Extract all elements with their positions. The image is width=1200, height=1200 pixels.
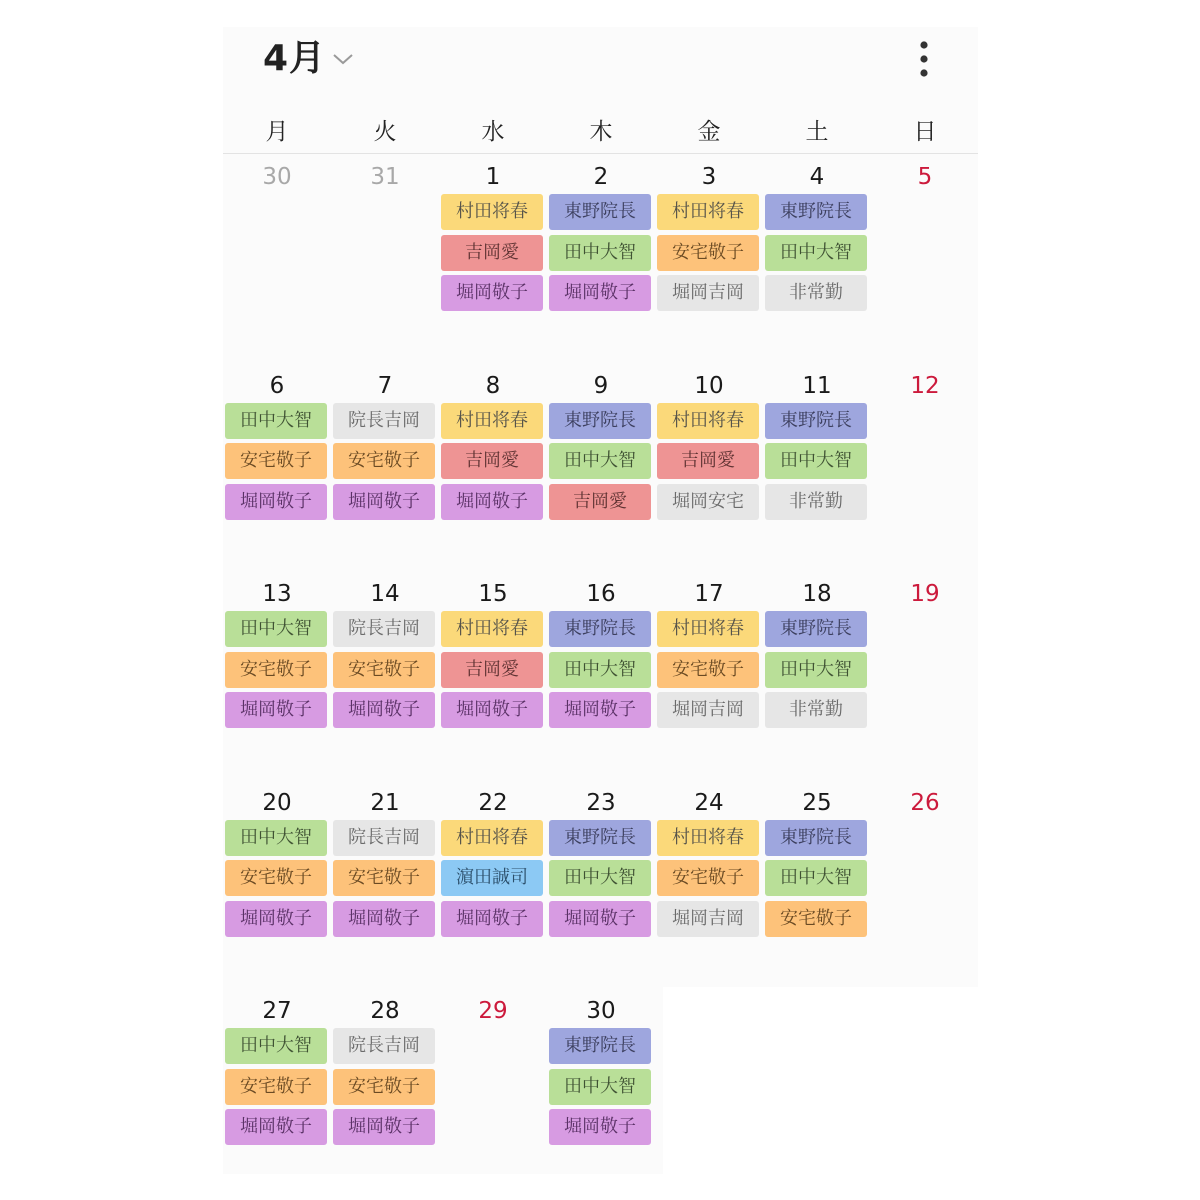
- day-number: 21: [370, 789, 400, 816]
- day-cell[interactable]: [439, 786, 547, 986]
- event-chip[interactable]: 田中大智: [549, 235, 651, 271]
- event-chip[interactable]: 田中大智: [765, 443, 867, 479]
- day-number: 9: [593, 372, 609, 399]
- day-cell[interactable]: [439, 577, 547, 777]
- day-cell[interactable]: [223, 786, 331, 986]
- day-cell[interactable]: [439, 369, 547, 569]
- event-chip[interactable]: 堀岡敬子: [333, 1109, 435, 1145]
- event-chip[interactable]: 田中大智: [765, 652, 867, 688]
- event-chip[interactable]: 東野院長: [549, 611, 651, 647]
- event-chip[interactable]: 堀岡敬子: [549, 275, 651, 311]
- event-chip[interactable]: 安宅敬子: [657, 860, 759, 896]
- day-number: 29: [478, 998, 508, 1024]
- day-number: 31: [370, 164, 400, 190]
- event-chip[interactable]: 安宅敬子: [225, 1069, 327, 1105]
- day-cell[interactable]: [763, 577, 871, 777]
- day-cell[interactable]: [331, 786, 439, 986]
- day-cell[interactable]: [223, 994, 331, 1174]
- day-number: 23: [586, 789, 616, 816]
- event-chip[interactable]: 堀岡吉岡: [657, 901, 759, 937]
- day-cell[interactable]: [763, 786, 871, 986]
- day-cell[interactable]: [331, 577, 439, 777]
- day-cell[interactable]: [331, 369, 439, 569]
- event-chip[interactable]: 非常勤: [765, 484, 867, 520]
- weekday-sun: 日: [913, 119, 937, 145]
- event-chip[interactable]: 東野院長: [765, 194, 867, 230]
- event-chip[interactable]: 院長吉岡: [333, 820, 435, 856]
- day-cell[interactable]: [331, 994, 439, 1174]
- day-number: 28: [370, 998, 400, 1024]
- event-chip[interactable]: 安宅敬子: [333, 443, 435, 479]
- event-chip[interactable]: 堀岡敬子: [441, 484, 543, 520]
- event-chip[interactable]: 堀岡吉岡: [657, 275, 759, 311]
- event-chip[interactable]: 東野院長: [765, 611, 867, 647]
- day-number: 10: [694, 372, 724, 399]
- event-chip[interactable]: 堀岡敬子: [333, 484, 435, 520]
- event-chip[interactable]: 東野院長: [549, 820, 651, 856]
- day-cell[interactable]: [547, 994, 655, 1174]
- event-chip[interactable]: 安宅敬子: [765, 901, 867, 937]
- event-chip[interactable]: 村田将春: [441, 820, 543, 856]
- day-number: 25: [802, 789, 832, 816]
- event-chip[interactable]: 堀岡敬子: [549, 1109, 651, 1145]
- calendar-app: [223, 27, 978, 1174]
- day-number: 30: [586, 998, 616, 1024]
- day-cell[interactable]: [547, 160, 655, 360]
- day-number: 26: [910, 789, 940, 816]
- event-chip[interactable]: 村田将春: [441, 403, 543, 439]
- event-chip[interactable]: 堀岡敬子: [441, 692, 543, 728]
- event-chip[interactable]: 村田将春: [657, 611, 759, 647]
- day-cell[interactable]: [223, 369, 331, 569]
- day-number: 5: [917, 164, 933, 190]
- weekday-sat: 土: [805, 119, 829, 145]
- event-chip[interactable]: 村田将春: [441, 611, 543, 647]
- weekday-fri: 金: [697, 119, 721, 145]
- event-chip[interactable]: 東野院長: [549, 1028, 651, 1064]
- day-number: 13: [262, 581, 292, 607]
- event-chip[interactable]: 堀岡敬子: [549, 692, 651, 728]
- day-cell[interactable]: [547, 369, 655, 569]
- day-number: 7: [377, 372, 393, 399]
- event-chip[interactable]: 堀岡敬子: [333, 901, 435, 937]
- event-chip[interactable]: 田中大智: [225, 820, 327, 856]
- day-number: 6: [269, 372, 285, 399]
- event-chip[interactable]: 東野院長: [765, 820, 867, 856]
- event-chip[interactable]: 安宅敬子: [225, 860, 327, 896]
- event-chip[interactable]: 堀岡敬子: [441, 901, 543, 937]
- day-number: 11: [802, 372, 832, 399]
- event-chip[interactable]: 吉岡愛: [441, 443, 543, 479]
- event-chip[interactable]: 田中大智: [549, 652, 651, 688]
- day-number: 4: [809, 164, 825, 190]
- event-chip[interactable]: 安宅敬子: [657, 652, 759, 688]
- weekday-mon: 月: [265, 119, 289, 145]
- event-chip[interactable]: 安宅敬子: [333, 652, 435, 688]
- event-chip[interactable]: 村田将春: [657, 820, 759, 856]
- day-number: 18: [802, 581, 832, 607]
- day-cell[interactable]: [439, 160, 547, 360]
- event-chip[interactable]: 非常勤: [765, 692, 867, 728]
- event-chip[interactable]: 安宅敬子: [225, 443, 327, 479]
- event-chip[interactable]: 安宅敬子: [333, 1069, 435, 1105]
- weekday-tue: 火: [373, 119, 397, 145]
- event-chip[interactable]: 吉岡愛: [657, 443, 759, 479]
- day-cell[interactable]: [655, 369, 763, 569]
- month-grid: [223, 27, 978, 1174]
- day-number: 17: [694, 581, 724, 607]
- event-chip[interactable]: 村田将春: [657, 403, 759, 439]
- day-number: 27: [262, 998, 292, 1024]
- event-chip[interactable]: 村田将春: [441, 194, 543, 230]
- event-chip[interactable]: 田中大智: [765, 235, 867, 271]
- event-chip[interactable]: 非常勤: [765, 275, 867, 311]
- day-cell[interactable]: [547, 577, 655, 777]
- event-chip[interactable]: 田中大智: [765, 860, 867, 896]
- event-chip[interactable]: 院長吉岡: [333, 611, 435, 647]
- event-chip[interactable]: 田中大智: [549, 443, 651, 479]
- day-number: 16: [586, 581, 616, 607]
- event-chip[interactable]: 安宅敬子: [657, 235, 759, 271]
- day-number: 2: [593, 164, 609, 190]
- day-cell[interactable]: [655, 786, 763, 986]
- event-chip[interactable]: 吉岡愛: [441, 652, 543, 688]
- day-number: 24: [694, 789, 724, 816]
- event-chip[interactable]: 堀岡敬子: [549, 901, 651, 937]
- day-cell[interactable]: [655, 577, 763, 777]
- event-chip[interactable]: 東野院長: [549, 194, 651, 230]
- event-chip[interactable]: 吉岡愛: [441, 235, 543, 271]
- event-chip[interactable]: 堀岡敬子: [441, 275, 543, 311]
- event-chip[interactable]: 院長吉岡: [333, 1028, 435, 1064]
- event-chip[interactable]: 濵田誠司: [441, 860, 543, 896]
- event-chip[interactable]: 吉岡愛: [549, 484, 651, 520]
- event-chip[interactable]: 東野院長: [765, 403, 867, 439]
- event-chip[interactable]: 堀岡敬子: [225, 1109, 327, 1145]
- event-chip[interactable]: 東野院長: [549, 403, 651, 439]
- event-chip[interactable]: 堀岡敬子: [225, 901, 327, 937]
- month-title[interactable]: 4月: [263, 38, 327, 79]
- event-chip[interactable]: 田中大智: [225, 1028, 327, 1064]
- day-number: 1: [485, 164, 501, 190]
- event-chip[interactable]: 堀岡安宅: [657, 484, 759, 520]
- day-cell[interactable]: [871, 786, 978, 986]
- day-cell[interactable]: [871, 577, 978, 777]
- day-cell[interactable]: [871, 369, 978, 569]
- day-number: 15: [478, 581, 508, 607]
- event-chip[interactable]: 堀岡敬子: [333, 692, 435, 728]
- event-chip[interactable]: 堀岡敬子: [225, 692, 327, 728]
- day-cell[interactable]: [763, 160, 871, 360]
- day-cell[interactable]: [331, 160, 439, 360]
- day-cell[interactable]: [763, 369, 871, 569]
- event-chip[interactable]: 村田将春: [657, 194, 759, 230]
- day-number: 20: [262, 789, 292, 816]
- day-cell[interactable]: [223, 577, 331, 777]
- day-number: 22: [478, 789, 508, 816]
- day-number: 12: [910, 372, 940, 399]
- day-number: 8: [485, 372, 501, 399]
- event-chip[interactable]: 田中大智: [225, 611, 327, 647]
- day-cell[interactable]: [655, 160, 763, 360]
- event-chip[interactable]: 堀岡吉岡: [657, 692, 759, 728]
- day-number: 19: [910, 581, 940, 607]
- event-chip[interactable]: 院長吉岡: [333, 403, 435, 439]
- event-chip[interactable]: 田中大智: [225, 403, 327, 439]
- event-chip[interactable]: 田中大智: [549, 860, 651, 896]
- event-chip[interactable]: 安宅敬子: [225, 652, 327, 688]
- day-number: 3: [701, 164, 717, 190]
- weekday-wed: 水: [481, 119, 505, 145]
- day-cell[interactable]: [547, 786, 655, 986]
- day-cell[interactable]: [439, 994, 547, 1174]
- day-number: 14: [370, 581, 400, 607]
- event-chip[interactable]: 安宅敬子: [333, 860, 435, 896]
- event-chip[interactable]: 田中大智: [549, 1069, 651, 1105]
- day-cell[interactable]: [223, 160, 331, 360]
- event-chip[interactable]: 堀岡敬子: [225, 484, 327, 520]
- day-number: 30: [262, 164, 292, 190]
- weekday-thu: 木: [589, 119, 613, 145]
- day-cell[interactable]: [871, 160, 978, 360]
